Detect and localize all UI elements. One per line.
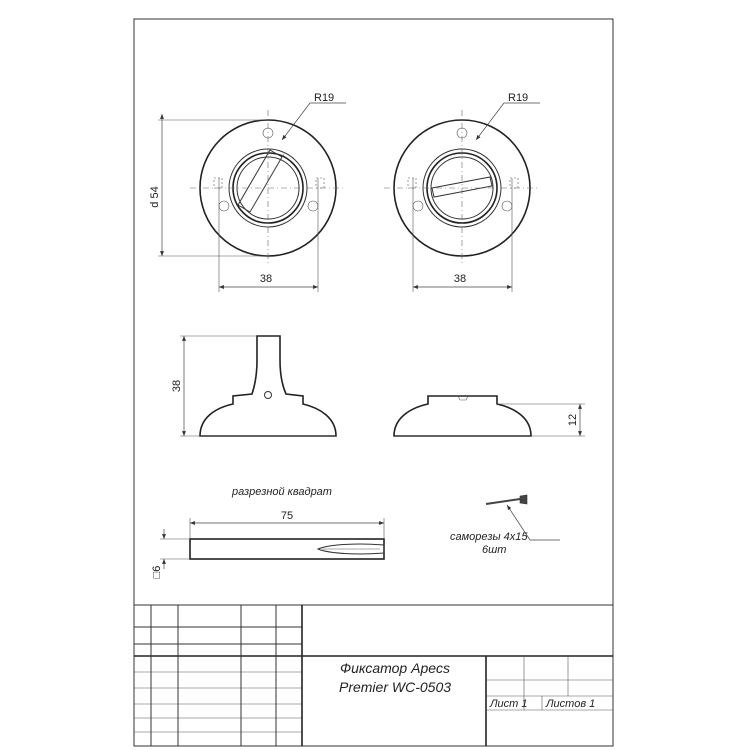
square-rod [160, 518, 384, 569]
front-view-right [384, 103, 540, 292]
width-label-left: 38 [259, 273, 273, 285]
screws-quantity: 6шт [482, 544, 507, 556]
side-view-left [180, 336, 336, 436]
side-view-right [394, 396, 585, 436]
rod-section-label: □6 [151, 565, 163, 579]
product-title-line1: Фиксатор Apecs [339, 660, 451, 676]
sheet-label: Лист 1 [490, 698, 528, 710]
sheets-count-label: Листов 1 [546, 698, 596, 710]
radius-label-right: R19 [508, 92, 529, 104]
screws-caption: саморезы 4х15 [450, 531, 528, 543]
front-view-left [158, 103, 346, 292]
product-title-line2: Premier WC-0503 [338, 679, 452, 695]
sheet-frame [134, 19, 613, 746]
width-label-right: 38 [453, 273, 467, 285]
rod-length-label: 75 [280, 510, 294, 522]
square-rod-caption: разрезной квадрат [232, 486, 332, 498]
diameter-label: d 54 [149, 186, 161, 208]
height-label-left: 38 [171, 379, 183, 393]
radius-label-left: R19 [314, 92, 335, 104]
height-label-right: 12 [567, 413, 579, 427]
